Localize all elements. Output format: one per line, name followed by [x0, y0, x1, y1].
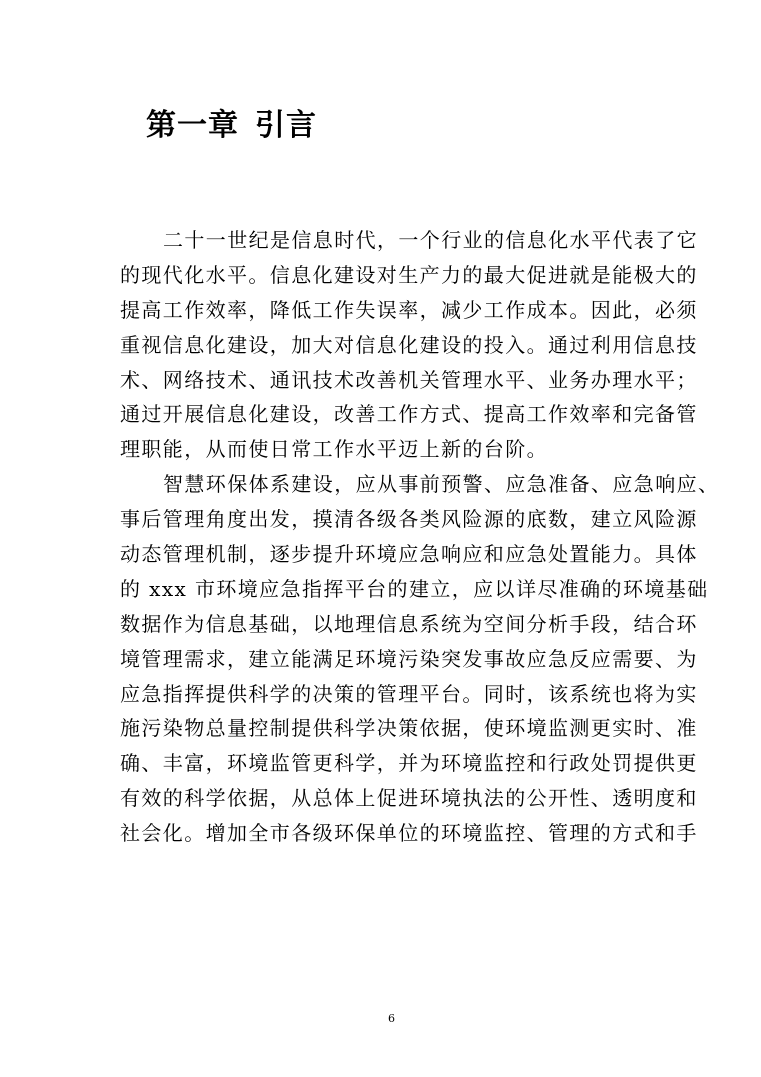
text-line: 确、丰富，环境监管更科学，并为环境监控和行政处罚提供更: [120, 751, 698, 776]
text-line: 数据作为信息基础，以地理信息系统为空间分析手段，结合环: [120, 611, 698, 636]
text-line: 动态管理机制，逐步提升环境应急响应和应急处置能力。具体: [120, 542, 698, 567]
text-line: 境管理需求，建立能满足环境污染突发事故应急反应需要、为: [120, 646, 698, 671]
text-line: 智慧环保体系建设，应从事前预警、应急准备、应急响应、: [163, 472, 720, 497]
text-line: 通过开展信息化建设，改善工作方式、提高工作效率和完备管: [120, 402, 698, 427]
text-line: 施污染物总量控制提供科学决策依据，使环境监测更实时、准: [120, 716, 698, 741]
text-line: 的 xxx 市环境应急指挥平台的建立，应以详尽准确的环境基础: [120, 576, 709, 601]
text-line: 提高工作效率，降低工作失误率，减少工作成本。因此，必须: [120, 297, 698, 322]
text-line: 二十一世纪是信息时代，一个行业的信息化水平代表了它: [163, 228, 698, 252]
paragraph-1: [120, 223, 698, 467]
text-line: 术、网络技术、通讯技术改善机关管理水平、业务办理水平；: [120, 367, 698, 392]
page-number: 6: [388, 1012, 395, 1025]
text-line: 应急指挥提供科学的决策的管理平台。同时，该系统也将为实: [120, 681, 698, 706]
text-line: 重视信息化建设，加大对信息化建设的投入。通过利用信息技: [120, 332, 698, 357]
text-line: 事后管理角度出发，摸清各级各类风险源的底数，建立风险源: [120, 507, 698, 532]
chapter-heading: [146, 100, 317, 144]
paragraph-2: [120, 467, 720, 851]
chapter-number: 第一章: [146, 108, 239, 143]
document-body: [120, 223, 720, 851]
text-line: 社会化。增加全市各级环保单位的环境监控、管理的方式和手: [120, 821, 698, 846]
text-line: 理职能，从而使日常工作水平迈上新的台阶。: [120, 437, 548, 462]
chapter-title: 引言: [255, 108, 317, 143]
text-line: 的现代化水平。信息化建设对生产力的最大促进就是能极大的: [120, 262, 698, 287]
text-line: 有效的科学依据，从总体上促进环境执法的公开性、透明度和: [120, 786, 698, 811]
